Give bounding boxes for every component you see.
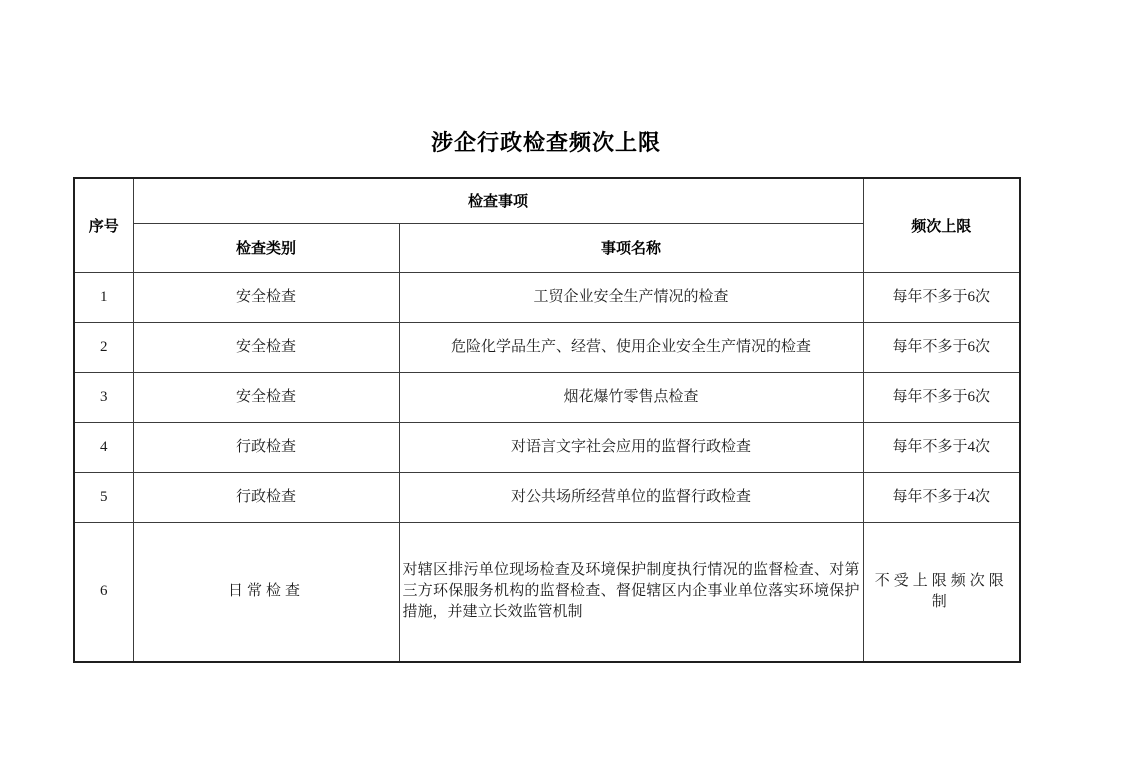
cell-no: 2 (74, 322, 133, 372)
cell-no: 5 (74, 472, 133, 522)
cell-item-name: 对辖区排污单位现场检查及环境保护制度执行情况的监督检查、对第三方环保服务机构的监督检查、督促辖区内企事业单位落实环境保护措施，并建立长效监管机制 (399, 522, 863, 662)
header-cell-item-name: 事项名称 (399, 223, 863, 272)
header-cell-category: 检查类别 (133, 223, 399, 272)
header-cell-inspection-group: 检查事项 (133, 178, 863, 223)
cell-frequency-limit: 每年不多于6次 (863, 272, 1020, 322)
table-row (74, 372, 1020, 422)
cell-no: 3 (74, 372, 133, 422)
cell-no: 1 (74, 272, 133, 322)
table-row (74, 322, 1020, 372)
cell-category: 安全检查 (133, 372, 399, 422)
table-header-row-1 (74, 178, 1020, 223)
table-row (74, 472, 1020, 522)
table-row (74, 522, 1020, 662)
page-title: 涉企行政检查频次上限 (430, 130, 661, 155)
cell-frequency-limit: 每年不多于4次 (863, 472, 1020, 522)
cell-item-name: 烟花爆竹零售点检查 (399, 372, 863, 422)
cell-category: 安全检查 (133, 322, 399, 372)
cell-frequency-limit: 每年不多于4次 (863, 422, 1020, 472)
cell-no: 6 (74, 522, 133, 662)
cell-item-name: 工贸企业安全生产情况的检查 (399, 272, 863, 322)
cell-category: 安全检查 (133, 272, 399, 322)
cell-category: 行政检查 (133, 422, 399, 472)
cell-frequency-limit: 每年不多于6次 (863, 372, 1020, 422)
table-row (74, 272, 1020, 322)
table-row (74, 422, 1020, 472)
header-cell-no: 序号 (74, 178, 133, 272)
cell-category: 行政检查 (133, 472, 399, 522)
inspection-frequency-table (73, 177, 1021, 663)
header-cell-frequency-limit: 频次上限 (863, 178, 1020, 272)
cell-item-name: 对公共场所经营单位的监督行政检查 (399, 472, 863, 522)
cell-item-name: 对语言文字社会应用的监督行政检查 (399, 422, 863, 472)
cell-frequency-limit: 每年不多于6次 (863, 322, 1020, 372)
cell-category: 日常检查 (133, 522, 399, 662)
cell-no: 4 (74, 422, 133, 472)
cell-item-name: 危险化学品生产、经营、使用企业安全生产情况的检查 (399, 322, 863, 372)
cell-frequency-limit: 不受上限频次限制 (863, 522, 1020, 662)
